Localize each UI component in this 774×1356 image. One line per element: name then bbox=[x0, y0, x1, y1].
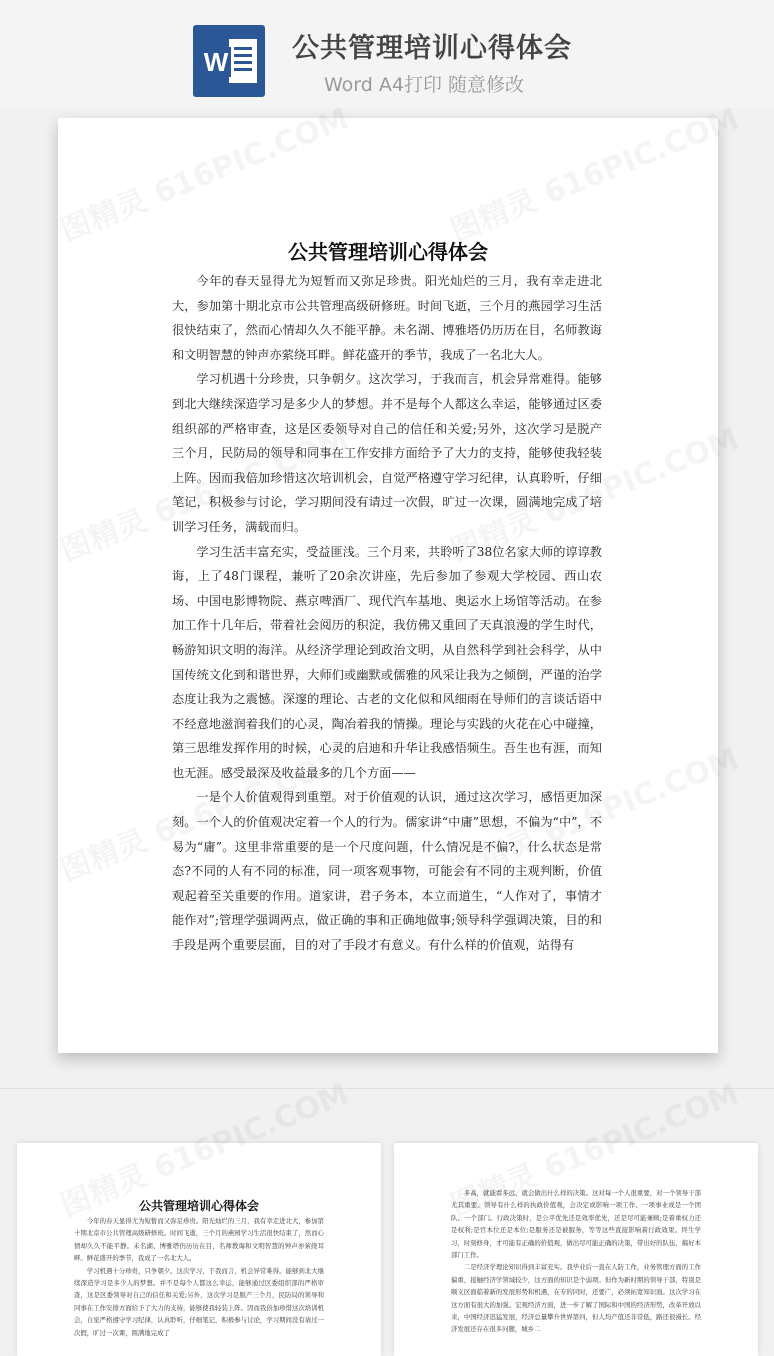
header-banner bbox=[0, 0, 774, 108]
header-subtitle: Word A4打印 随意修改 bbox=[324, 74, 525, 96]
header-title: 公共管理培训心得体会 bbox=[292, 33, 572, 64]
paragraph: 学习机遇十分珍贵，只争朝夕。这次学习，于我而言，机会异常难得。能够到北大继续深造学习是多少人的梦想。并不是每个人都这么幸运，能够通过区委组织部的严格审查，这是区委领导对自己的信任和关爱;另外，这次学习是脱产三个月，民防局的领导和同事在工作安排方面给予了大力的支持，能够使我轻装上阵。因而我倍加珍惜这次培训机会，自觉严格遵守学习纪律，认真聆听，仔细笔记，积极参与讨论，学习期间没有请过一次假，旷过一次课，圆满地完成了 bbox=[74, 1266, 324, 1337]
paragraph: 今年的春天显得尤为短暂而又弥足珍贵。阳光灿烂的三月，我有幸走进北大，参加第十期北京市公共管理高级研修班。时间飞逝，三个月的燕园学习生活很快结束了，然而心情却久久不能平静。未名湖、博雅塔仍历历在目，名师教诲和文明智慧的钟声亦萦绕耳畔。鲜花盛开的季节，我成了一名北大人。 bbox=[172, 274, 602, 362]
thumbnail-body bbox=[451, 1187, 701, 1336]
document-page-preview bbox=[58, 118, 718, 1053]
paragraph: 一是个人价值观得到重塑。对于价值观的认识，通过这次学习，感悟更加深刻。一个人的价值观决定着一个人的行为。儒家讲“中庸”思想，不偏为“中”，不易为“庸”。这里非常重要的是一个尺度问题，什么情况是不偏?，什么状态是常态?不同的人有不同的标准，同一项客观事物，可能会有不同的主观判断，价值观起着至关重要的作用。道家讲，君子务本，本立而道生，“人作对了，事情才能作对”;管理学强调两点，做正确的事和正确地做事;领导科学强调决策，目的和手段是两个重要层面，目的对了手段才有意义。有什么样的价值观，站得有 bbox=[172, 790, 602, 953]
paragraph: 学习生活丰富充实，受益匪浅。三个月来，共聆听了38位名家大师的谆谆教诲，上了48门课程，兼听了20余次讲座，先后参加了参观大学校园、西山农场、中国电影博物院、燕京啤酒厂、现代汽车基地、奥运水上场馆等活动。在参加工作十几年后，带着社会阅历的积淀，我仿佛又重回了天真浪漫的学生时代，畅游知识文明的海洋。从经济学理论到政治文明，从自然科学到社会科学，从中国传统文化到和谐世界，大师们或幽默或儒雅的风采让我为之倾倒，严谨的治学态度让我为之震憾。深邃的理论、古老的文化似和风细雨在导师们的言谈话语中不经意地滋润着我们的心灵，陶冶着我的情操。理论与实践的火花在心中碰撞，第三思维发挥作用的时候，心灵的启迪和升华让我感悟频生。吾生也有涯，而知也无涯。感受最深及收益最多的几个方面—— bbox=[172, 544, 602, 780]
thumbnail-body bbox=[74, 1215, 324, 1339]
document-body bbox=[172, 269, 602, 958]
page-thumbnail-1 bbox=[17, 1143, 381, 1356]
section-divider bbox=[0, 1088, 774, 1089]
thumbnail-title: 公共管理培训心得体会 bbox=[138, 1199, 259, 1213]
page-thumbnail-2 bbox=[394, 1143, 758, 1356]
paragraph: 今年的春天显得尤为短暂而又弥足珍贵。阳光灿烂的三月，我有幸走进北大，参加第十期北京市公共管理高级研修班。时间飞逝，三个月的燕园学习生活很快结束了，然而心情却久久不能平静。未名湖、博雅塔仍历历在目，名师教诲和文明智慧的钟声亦萦绕耳畔。鲜花盛开的季节，我成了一名北大人。 bbox=[74, 1217, 324, 1263]
word-document-icon bbox=[193, 25, 265, 97]
document-title: 公共管理培训心得体会 bbox=[288, 240, 488, 264]
word-icon-sheet bbox=[229, 39, 257, 83]
paragraph: 二是经济学理论知识得到丰富充实。我毕业后一直在人防工作，业务管理方面的工作偏重，接触经济学领域较少，这方面的知识是个弱项。但作为新时期的领导干部，特别是顺义区面临着新的发展形势和机遇，在专的同时，还要广，必须拓宽知识面。这次学习在这方面有很大的加强。宏观经济方面，进一步了解了国际和中国的经济形势，改革开放以来，中国经济迅猛发展，经济总量攀升世界第四，但人均产值还非常低，路还很漫长。经济发展还存在很多问题，城乡二 bbox=[451, 1263, 701, 1334]
paragraph: 多高，就能看多远，就会做出什么样的决策。这对每一个人很重要，对一个领导干部尤其重要。领导有什么样的执政价值观，会决定或影响一项工作、一项事业或是一个团队、一个部门。行政决策时，是公平优先还是效率优先，还是尽可能兼顾;是着重权力还是权利;是官本位还是本位;是服务还是被服务，等等这些直接影响着行政效果。终生学习，时刻修身，才可能有正确的价值观，做出尽可能正确的决策，带出好的队伍，搞好本部门工作。 bbox=[451, 1189, 701, 1260]
paragraph: 学习机遇十分珍贵，只争朝夕。这次学习，于我而言，机会异常难得。能够到北大继续深造学习是多少人的梦想。并不是每个人都这么幸运，能够通过区委组织部的严格审查，这是区委领导对自己的信任和关爱;另外，这次学习是脱产三个月，民防局的领导和同事在工作安排方面给予了大力的支持，能够使我轻装上阵。因而我倍加珍惜这次培训机会，自觉严格遵守学习纪律，认真聆听，仔细笔记，积极参与讨论，学习期间没有请过一次假，旷过一次课，圆满地完成了培训学习任务，满载而归。 bbox=[172, 372, 602, 534]
word-icon-letter: W bbox=[201, 47, 231, 77]
